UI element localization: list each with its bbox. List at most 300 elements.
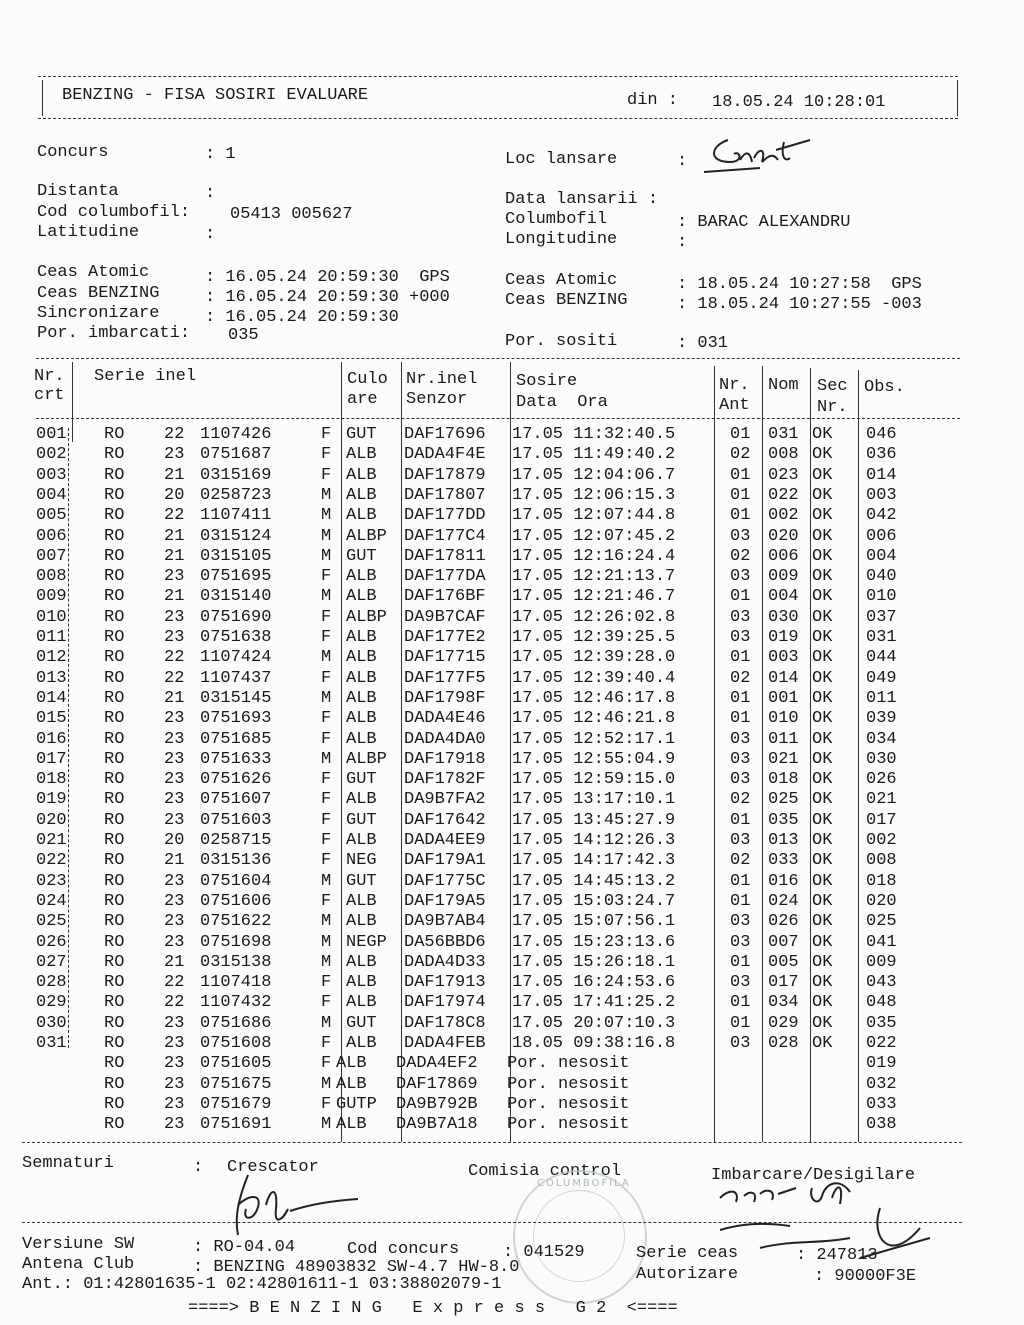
row-sex: M — [321, 587, 332, 607]
row-year: 23 — [164, 1074, 185, 1094]
row-obs: 038 — [866, 1115, 897, 1135]
row-arrival: 17.05 12:46:21.8 — [512, 709, 676, 729]
row-ring: 0751622 — [200, 912, 272, 932]
row-sex: F — [321, 851, 332, 871]
row-sex: F — [321, 425, 332, 444]
benzing-banner: ====> B E N Z I N G E x p r e s s G 2 <==== — [188, 1299, 678, 1318]
row-nr: 017 — [36, 749, 67, 769]
semnaturi-colon: : — [193, 1158, 204, 1177]
row-color: NEG — [346, 851, 377, 871]
row-color: ALB — [346, 485, 377, 505]
row-sensor: DAF176BF — [404, 587, 486, 607]
row-nom: 010 — [768, 709, 799, 729]
table-row — [0, 587, 1024, 607]
row-nom: 001 — [768, 688, 799, 708]
row-arrival: 17.05 12:39:25.5 — [512, 628, 676, 647]
col-sec-label-2: Nr. — [817, 398, 848, 417]
row-sex: M — [321, 912, 332, 932]
row-arrival: 17.05 20:07:10.3 — [512, 1013, 676, 1033]
sincronizare-label: Sincronizare — [37, 304, 160, 323]
row-antenna: 03 — [730, 831, 751, 850]
distanta-label: Distanta — [37, 182, 119, 201]
table-row — [0, 547, 1024, 567]
row-nom: 026 — [768, 912, 799, 932]
table-row — [0, 851, 1024, 871]
row-nr: 005 — [36, 506, 67, 526]
row-ring: 0751603 — [200, 810, 272, 830]
row-arrival: 18.05 09:38:16.8 — [512, 1034, 676, 1053]
header-left-border — [42, 80, 43, 116]
row-obs: 035 — [866, 1013, 897, 1033]
row-sec: OK — [812, 587, 833, 607]
row-color: ALB — [346, 831, 377, 850]
row-ring: 0751626 — [200, 770, 272, 790]
table-row — [0, 709, 1024, 729]
row-sex: M — [321, 526, 332, 546]
row-nom: 003 — [768, 648, 799, 668]
row-sex: M — [321, 749, 332, 769]
table-row — [0, 750, 1024, 770]
row-nr: 012 — [36, 648, 67, 668]
row-sensor: DA56BBD6 — [404, 932, 486, 952]
row-arrival: 17.05 12:21:13.7 — [512, 567, 676, 587]
row-ring: 0315169 — [200, 465, 272, 485]
row-nom: 006 — [768, 546, 799, 566]
row-arrival: 17.05 15:26:18.1 — [512, 952, 676, 972]
row-sex: F — [321, 709, 332, 729]
row-ring: 0751607 — [200, 790, 272, 810]
row-country: RO — [104, 425, 125, 444]
row-sex: F — [321, 1034, 332, 1053]
row-ring: 0315138 — [200, 952, 272, 972]
report-date-value: 18.05.24 10:28:01 — [712, 93, 886, 112]
row-sex: M — [321, 952, 332, 972]
row-sex: F — [321, 668, 332, 688]
row-country: RO — [104, 1054, 125, 1074]
row-sensor: DA9B7A18 — [396, 1115, 478, 1135]
table-row — [0, 1034, 1024, 1054]
row-year: 21 — [164, 952, 185, 972]
row-nom: 014 — [768, 668, 799, 688]
row-sex: F — [321, 770, 332, 790]
row-sec: OK — [812, 749, 833, 769]
row-sensor: DAF1775C — [404, 871, 486, 891]
col-obs-label: Obs. — [864, 378, 905, 397]
table-row — [0, 953, 1024, 973]
row-obs: 011 — [866, 688, 897, 708]
row-antenna: 01 — [730, 688, 751, 708]
row-arrival: 17.05 12:07:44.8 — [512, 506, 676, 526]
row-antenna: 03 — [730, 770, 751, 790]
table-header-divider — [36, 418, 960, 419]
autorizare-label: Autorizare — [636, 1265, 739, 1284]
row-antenna: 01 — [730, 891, 751, 911]
row-sensor: DA9B7AB4 — [404, 912, 486, 932]
row-sex: M — [321, 485, 332, 505]
table-row — [0, 892, 1024, 912]
row-nr: 020 — [36, 810, 67, 830]
row-color: GUTP — [336, 1094, 377, 1114]
report-date-label: din : — [627, 91, 679, 110]
row-color: ALB — [346, 993, 377, 1013]
comisia-label: Comisia control — [468, 1162, 622, 1181]
por-sositi-value: : 031 — [677, 334, 729, 353]
row-obs: 008 — [866, 851, 897, 871]
ceas-benzing-start-label: Ceas BENZING — [37, 284, 160, 303]
row-antenna: 03 — [730, 749, 751, 769]
row-year: 20 — [164, 485, 185, 505]
table-row — [0, 567, 1024, 587]
row-nom: 020 — [768, 526, 799, 546]
row-color: ALB — [346, 465, 377, 485]
row-country: RO — [104, 831, 125, 850]
club-stamp-text: COLUMBOFILA — [537, 1178, 631, 1189]
row-obs: 032 — [866, 1074, 897, 1094]
row-nr: 007 — [36, 546, 67, 566]
row-sensor: DAF17811 — [404, 546, 486, 566]
row-color: GUT — [346, 1013, 377, 1033]
header-right-border — [957, 80, 958, 116]
row-nr: 027 — [36, 952, 67, 972]
row-nom: 018 — [768, 770, 799, 790]
row-nom: 005 — [768, 952, 799, 972]
col-nom-label: Nom — [768, 376, 799, 395]
row-color: ALB — [346, 668, 377, 688]
row-sex: M — [321, 932, 332, 952]
row-nom: 030 — [768, 607, 799, 627]
row-color: GUT — [346, 770, 377, 790]
row-antenna: 02 — [730, 445, 751, 465]
row-nr: 010 — [36, 607, 67, 627]
row-nr: 028 — [36, 973, 67, 993]
row-year: 22 — [164, 506, 185, 526]
row-obs: 040 — [866, 567, 897, 587]
row-obs: 039 — [866, 709, 897, 729]
row-ring: 1107424 — [200, 648, 272, 668]
table-row — [0, 445, 1024, 465]
loc-lansare-value: : — [677, 152, 688, 171]
row-sec: OK — [812, 770, 833, 790]
row-arrival: 17.05 12:06:15.3 — [512, 485, 676, 505]
row-ring: 0315105 — [200, 546, 272, 566]
row-ring: 1107418 — [200, 973, 272, 993]
table-row — [0, 648, 1024, 668]
table-row — [0, 608, 1024, 628]
loc-lansare-label: Loc lansare — [505, 150, 618, 169]
table-row — [0, 933, 1024, 953]
row-sensor: DAF177C4 — [404, 526, 486, 546]
semnaturi-label: Semnaturi — [22, 1154, 114, 1173]
row-arrival: 17.05 12:16:24.4 — [512, 546, 676, 566]
row-sex: M — [321, 688, 332, 708]
row-year: 23 — [164, 607, 185, 627]
table-row — [0, 973, 1024, 993]
row-year: 22 — [164, 973, 185, 993]
row-obs: 037 — [866, 607, 897, 627]
row-sec: OK — [812, 526, 833, 546]
row-sensor: DAF1782F — [404, 770, 486, 790]
table-row — [0, 527, 1024, 547]
row-ring: 0315140 — [200, 587, 272, 607]
row-obs: 002 — [866, 831, 897, 850]
row-ring: 0751691 — [200, 1115, 272, 1135]
row-nr: 023 — [36, 871, 67, 891]
por-sositi-label: Por. sositi — [505, 332, 618, 351]
row-arrival: Por. nesosit — [507, 1115, 630, 1135]
row-sec: OK — [812, 445, 833, 465]
row-year: 23 — [164, 1094, 185, 1114]
col-crt-label: crt — [34, 386, 65, 405]
row-nom: 019 — [768, 628, 799, 647]
row-color: ALB — [346, 567, 377, 587]
row-obs: 026 — [866, 770, 897, 790]
row-nr: 030 — [36, 1013, 67, 1033]
row-nr: 004 — [36, 485, 67, 505]
row-obs: 020 — [866, 891, 897, 911]
footer-divider — [22, 1222, 962, 1223]
row-color: ALB — [346, 628, 377, 647]
col-sosire-label-2: Data Ora — [516, 393, 608, 412]
row-nom: 004 — [768, 587, 799, 607]
row-country: RO — [104, 628, 125, 647]
row-sex: F — [321, 810, 332, 830]
row-obs: 006 — [866, 526, 897, 546]
row-antenna: 03 — [730, 932, 751, 952]
row-year: 23 — [164, 912, 185, 932]
row-nr: 021 — [36, 831, 67, 850]
row-sex: M — [321, 546, 332, 566]
antenna-serials: Ant.: 01:42801635-1 02:42801611-1 03:38802079-1 — [22, 1275, 502, 1294]
row-year: 21 — [164, 546, 185, 566]
row-color: ALB — [346, 952, 377, 972]
row-antenna: 01 — [730, 993, 751, 1013]
row-sec: OK — [812, 952, 833, 972]
row-nr: 011 — [36, 628, 67, 647]
antena-value: : BENZING 48903832 SW-4.7 HW-8.0 — [193, 1258, 520, 1277]
row-obs: 025 — [866, 912, 897, 932]
col-senzor-label-2: Senzor — [406, 390, 468, 409]
row-sensor: DADA4FEB — [404, 1034, 486, 1053]
row-nr: 015 — [36, 709, 67, 729]
row-nr: 008 — [36, 567, 67, 587]
row-nr: 001 — [36, 425, 67, 444]
row-country: RO — [104, 465, 125, 485]
row-country: RO — [104, 790, 125, 810]
row-antenna: 03 — [730, 567, 751, 587]
table-row — [0, 811, 1024, 831]
row-antenna: 03 — [730, 912, 751, 932]
row-sensor: DAF177DA — [404, 567, 486, 587]
row-sec: OK — [812, 688, 833, 708]
header-bottom-border — [38, 118, 958, 119]
row-obs: 022 — [866, 1034, 897, 1053]
row-sex: F — [321, 628, 332, 647]
row-arrival: Por. nesosit — [507, 1094, 630, 1114]
row-country: RO — [104, 445, 125, 465]
row-sensor: DADA4D33 — [404, 952, 486, 972]
col-sec-label: Sec — [817, 377, 848, 396]
row-nom: 009 — [768, 567, 799, 587]
row-arrival: 17.05 12:21:46.7 — [512, 587, 676, 607]
row-arrival: 17.05 12:55:04.9 — [512, 749, 676, 769]
row-sensor: DADA4DA0 — [404, 729, 486, 749]
row-obs: 049 — [866, 668, 897, 688]
row-color: NEGP — [346, 932, 387, 952]
row-nr: 003 — [36, 465, 67, 485]
row-nom: 011 — [768, 729, 799, 749]
row-country: RO — [104, 1013, 125, 1033]
header-top-border — [38, 76, 958, 77]
row-sex: F — [321, 973, 332, 993]
row-country: RO — [104, 506, 125, 526]
row-nr: 024 — [36, 891, 67, 911]
row-country: RO — [104, 749, 125, 769]
row-antenna: 01 — [730, 871, 751, 891]
row-color: ALB — [346, 506, 377, 526]
row-sex: F — [321, 567, 332, 587]
row-color: GUT — [346, 810, 377, 830]
row-nom: 034 — [768, 993, 799, 1013]
row-ring: 0751638 — [200, 628, 272, 647]
row-antenna: 01 — [730, 465, 751, 485]
table-row — [0, 1014, 1024, 1034]
row-antenna: 03 — [730, 607, 751, 627]
row-year: 23 — [164, 628, 185, 647]
columbofil-value: : BARAC ALEXANDRU — [677, 213, 851, 232]
row-year: 21 — [164, 851, 185, 871]
row-obs: 019 — [866, 1054, 897, 1074]
row-ring: 0751679 — [200, 1094, 272, 1114]
row-sex: M — [321, 506, 332, 526]
row-antenna: 01 — [730, 485, 751, 505]
row-color: ALBP — [346, 607, 387, 627]
row-ring: 0258723 — [200, 485, 272, 505]
col-ant-label-2: Ant — [719, 396, 750, 415]
row-sensor: DADA4EF2 — [396, 1054, 478, 1074]
row-nom: 023 — [768, 465, 799, 485]
row-nr: 016 — [36, 729, 67, 749]
longitudine-value: : — [677, 233, 688, 252]
row-antenna: 03 — [730, 526, 751, 546]
row-nr: 009 — [36, 587, 67, 607]
row-sex: F — [321, 1054, 332, 1074]
row-country: RO — [104, 567, 125, 587]
row-arrival: 17.05 17:41:25.2 — [512, 993, 676, 1013]
row-arrival: 17.05 11:49:40.2 — [512, 445, 676, 465]
row-arrival: 17.05 11:32:40.5 — [512, 425, 676, 444]
row-ring: 1107411 — [200, 506, 272, 526]
row-obs: 017 — [866, 810, 897, 830]
ceas-benzing-end-label: Ceas BENZING — [505, 291, 628, 310]
table-bottom-border — [22, 1142, 962, 1143]
row-sex: F — [321, 607, 332, 627]
row-obs: 018 — [866, 871, 897, 891]
row-color: ALB — [346, 729, 377, 749]
row-nr: 013 — [36, 668, 67, 688]
row-sec: OK — [812, 729, 833, 749]
row-sec: OK — [812, 485, 833, 505]
table-row — [0, 466, 1024, 486]
row-sensor: DADA4EE9 — [404, 831, 486, 850]
row-obs: 014 — [866, 465, 897, 485]
col-sosire-label: Sosire — [516, 372, 578, 391]
row-color: ALB — [346, 688, 377, 708]
row-ring: 1107426 — [200, 425, 272, 444]
row-sec: OK — [812, 607, 833, 627]
row-year: 23 — [164, 1034, 185, 1053]
table-row — [0, 831, 1024, 851]
row-ring: 0315124 — [200, 526, 272, 546]
row-nom: 031 — [768, 425, 799, 444]
row-nom: 016 — [768, 871, 799, 891]
row-ring: 0751675 — [200, 1074, 272, 1094]
row-color: ALB — [346, 891, 377, 911]
row-country: RO — [104, 871, 125, 891]
row-sec: OK — [812, 1013, 833, 1033]
row-year: 22 — [164, 648, 185, 668]
row-arrival: 17.05 14:12:26.3 — [512, 831, 676, 850]
row-color: ALB — [336, 1054, 367, 1074]
row-country: RO — [104, 810, 125, 830]
col-culoare-label-2: are — [347, 390, 378, 409]
row-sec: OK — [812, 790, 833, 810]
row-country: RO — [104, 607, 125, 627]
ceas-atomic-start-value: : 16.05.24 20:59:30 GPS — [205, 268, 450, 287]
row-arrival: 17.05 12:59:15.0 — [512, 770, 676, 790]
row-sensor: DAF17807 — [404, 485, 486, 505]
row-sex: F — [321, 993, 332, 1013]
concurs-label: Concurs — [37, 143, 109, 162]
row-color: ALB — [346, 790, 377, 810]
row-country: RO — [104, 993, 125, 1013]
col-nr-label: Nr. — [34, 367, 65, 386]
row-year: 23 — [164, 1115, 185, 1135]
row-obs: 034 — [866, 729, 897, 749]
row-ring: 0751695 — [200, 567, 272, 587]
row-sensor: DA9B7FA2 — [404, 790, 486, 810]
row-sex: M — [321, 1013, 332, 1033]
row-arrival: Por. nesosit — [507, 1054, 630, 1074]
row-sex: F — [321, 891, 332, 911]
row-sensor: DADA4E46 — [404, 709, 486, 729]
row-color: ALB — [346, 445, 377, 465]
versiune-value: : RO-04.04 — [193, 1238, 296, 1257]
row-nom: 035 — [768, 810, 799, 830]
row-year: 22 — [164, 425, 185, 444]
row-ring: 0751605 — [200, 1054, 272, 1074]
report-title: BENZING - FISA SOSIRI EVALUARE — [62, 86, 369, 105]
data-lansarii-label: Data lansarii : — [505, 190, 659, 209]
row-antenna: 01 — [730, 952, 751, 972]
serie-ceas-value: : 247813 — [796, 1246, 878, 1265]
row-sensor: DAF177DD — [404, 506, 486, 526]
row-ring: 0751690 — [200, 607, 272, 627]
row-country: RO — [104, 973, 125, 993]
row-arrival: 17.05 12:07:45.2 — [512, 526, 676, 546]
row-country: RO — [104, 891, 125, 911]
row-antenna: 03 — [730, 628, 751, 647]
row-nom: 013 — [768, 831, 799, 850]
row-sec: OK — [812, 628, 833, 647]
row-antenna: 01 — [730, 506, 751, 526]
table-row — [0, 872, 1024, 892]
row-country: RO — [104, 526, 125, 546]
row-nr: 031 — [36, 1034, 67, 1053]
row-ring: 0751686 — [200, 1013, 272, 1033]
table-row — [0, 770, 1024, 790]
row-sex: F — [321, 729, 332, 749]
row-sec: OK — [812, 709, 833, 729]
